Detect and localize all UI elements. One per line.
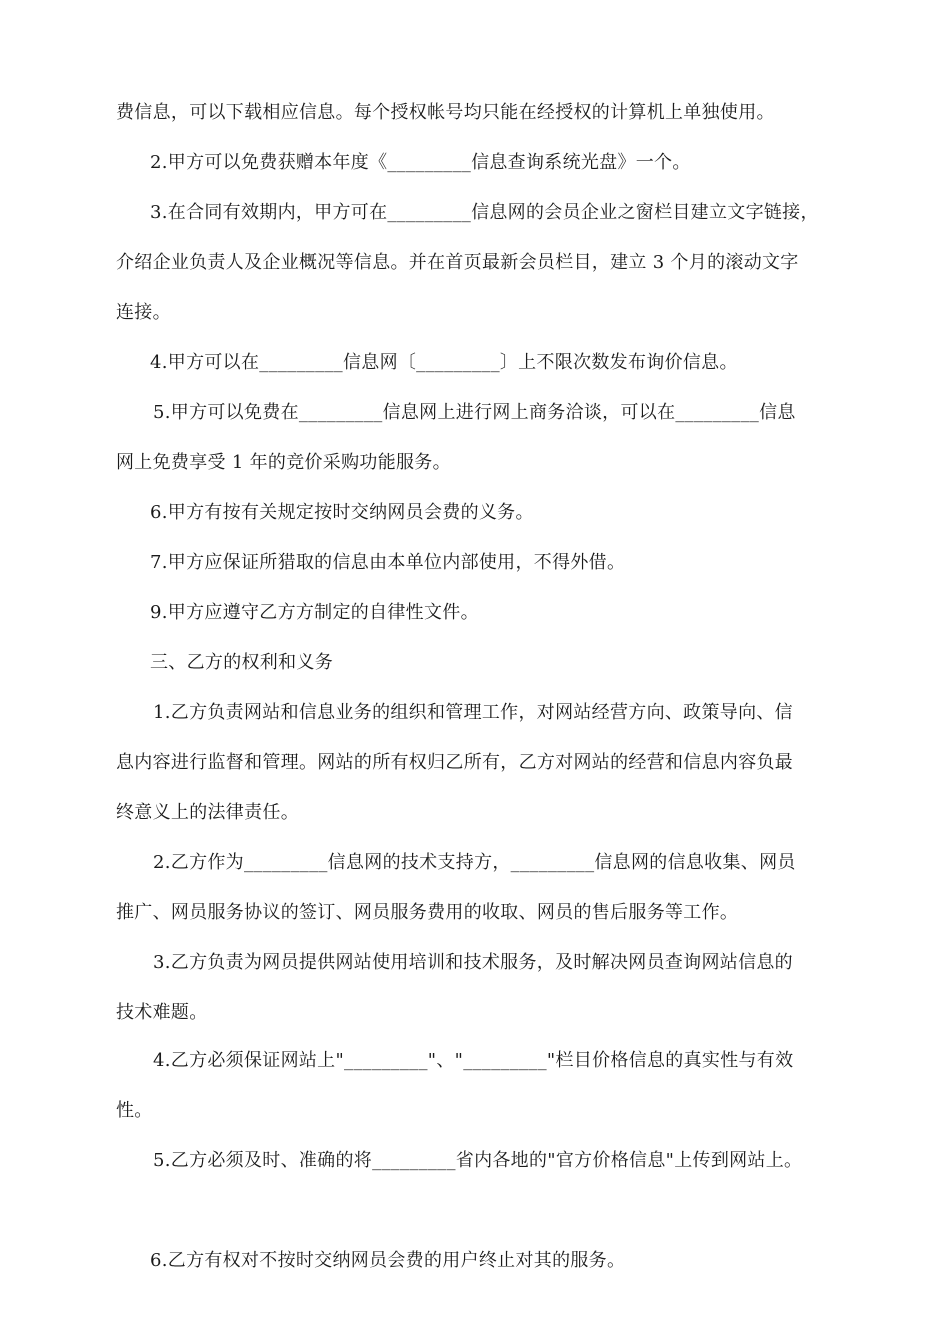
paragraph-line: 3.乙方负责为网员提供网站使用培训和技术服务，及时解决网员查询网站信息的 [153,952,793,973]
paragraph-line: 1.乙方负责网站和信息业务的组织和管理工作，对网站经营方向、政策导向、信 [153,702,793,723]
paragraph-line: 2.乙方作为_________信息网的技术支持方，_________信息网的信息收集、网员 [153,852,796,873]
paragraph-line: 4.乙方必须保证网站上"_________"、"_________"栏目价格信息的真实性与有效 [153,1050,794,1071]
paragraph-line: 息内容进行监督和管理。网站的所有权归乙所有，乙方对网站的经营和信息内容负最 [116,752,794,773]
paragraph-line: 9.甲方应遵守乙方方制定的自律性文件。 [150,602,479,623]
paragraph-line: 性。 [116,1100,153,1121]
paragraph-line: 6.乙方有权对不按时交纳网员会费的用户终止对其的服务。 [150,1250,626,1271]
paragraph-line: 5.甲方可以免费在_________信息网上进行网上商务洽谈，可以在_________信息 [153,402,796,423]
paragraph-line: 推广、网员服务协议的签订、网员服务费用的收取、网员的售后服务等工作。 [116,902,739,923]
paragraph-line: 连接。 [116,302,171,323]
paragraph-line: 7.甲方应保证所猎取的信息由本单位内部使用，不得外借。 [150,552,626,573]
paragraph-line: 介绍企业负责人及企业概况等信息。并在首页最新会员栏目，建立 3 个月的滚动文字 [116,252,799,273]
section-heading: 三、乙方的权利和义务 [150,652,333,673]
paragraph-line: 4.甲方可以在_________信息网〔_________〕上不限次数发布询价信息。 [150,352,738,373]
paragraph-line: 2.甲方可以免费获赠本年度《_________信息查询系统光盘》一个。 [150,152,691,173]
paragraph-line: 费信息，可以下载相应信息。每个授权帐号均只能在经授权的计算机上单独使用。 [116,102,775,123]
paragraph-line: 6.甲方有按有关规定按时交纳网员会费的义务。 [150,502,534,523]
paragraph-line: 5.乙方必须及时、准确的将_________省内各地的"官方价格信息"上传到网站上。 [153,1150,803,1171]
paragraph-line: 技术难题。 [116,1002,208,1023]
paragraph-line: 网上免费享受 1 年的竞价采购功能服务。 [116,452,451,473]
paragraph-line: 3.在合同有效期内，甲方可在_________信息网的会员企业之窗栏目建立文字链接， [150,202,819,223]
paragraph-line: 终意义上的法律责任。 [116,802,299,823]
